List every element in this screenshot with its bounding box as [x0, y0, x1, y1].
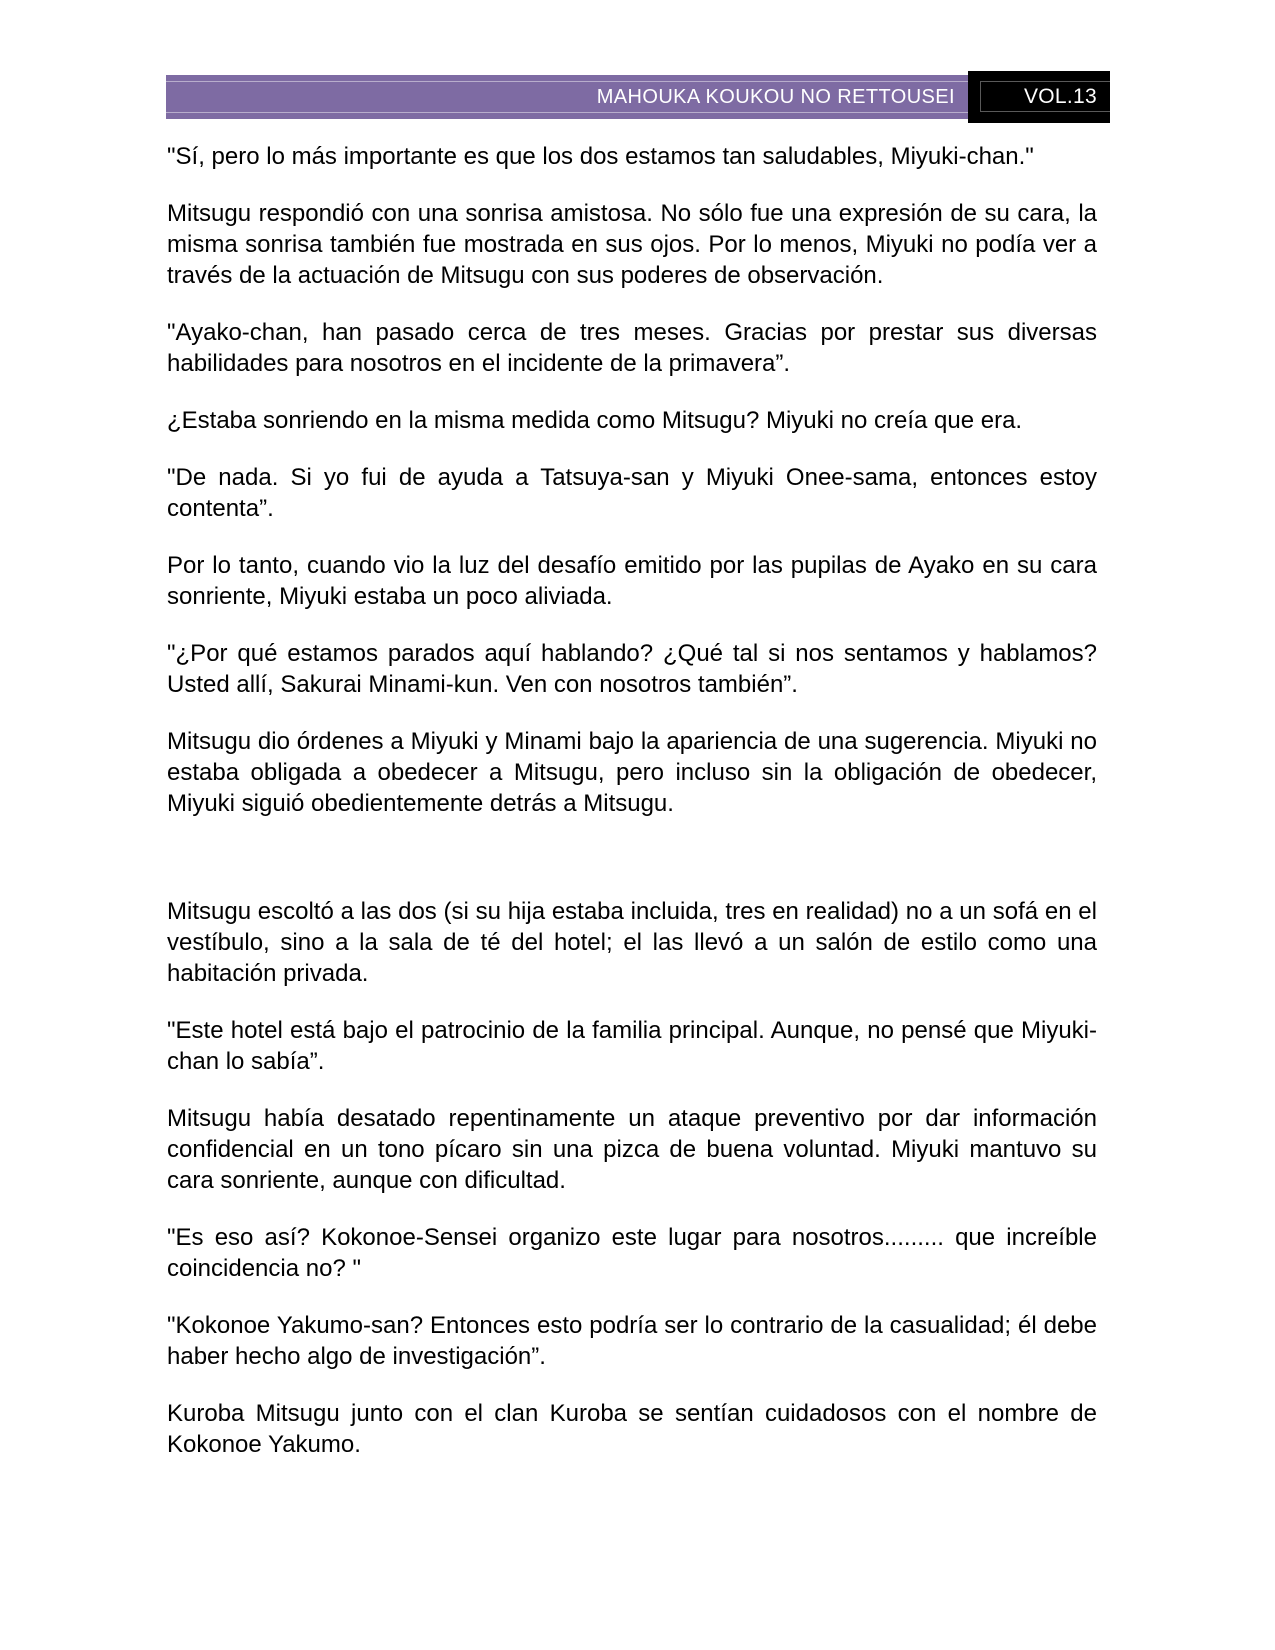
header-title: MAHOUKA KOUKOU NO RETTOUSEI: [596, 85, 955, 108]
scene-break-spacer: [167, 845, 1097, 896]
paragraph-8: Mitsugu dio órdenes a Miyuki y Minami bajo la apariencia de una sugerencia. Miyuki no estaba obligada a obedecer a Mitsugu, pero incluso sin la obligación de obedecer, Miyuki siguió obedientemente detrás a Mitsugu.: [167, 728, 1097, 817]
paragraph-10: "Este hotel está bajo el patrocinio de la familia principal. Aunque, no pensé que Miyuki-chan lo sabía”.: [167, 1017, 1097, 1075]
page-header: [166, 71, 1110, 123]
paragraph-9: Mitsugu escoltó a las dos (si su hija estaba incluida, tres en realidad) no a un sofá en el vestíbulo, sino a la sala de té del hotel; el las llevó a un salón de estilo como una habitación privada.: [167, 898, 1097, 987]
header-title-bar: [166, 75, 968, 119]
paragraph-3: "Ayako-chan, han pasado cerca de tres meses. Gracias por prestar sus diversas habilidades para nosotros en el incidente de la primavera”.: [167, 319, 1097, 377]
paragraph-12: "Es eso así? Kokonoe-Sensei organizo este lugar para nosotros......... que increíble coincidencia no? ": [167, 1224, 1097, 1282]
paragraph-13: "Kokonoe Yakumo-san? Entonces esto podría ser lo contrario de la casualidad; él debe haber hecho algo de investigación”.: [167, 1312, 1097, 1370]
paragraph-1: "Sí, pero lo más importante es que los dos estamos tan saludables, Miyuki-chan.": [167, 143, 1034, 170]
volume-label: VOL.13: [1023, 85, 1097, 108]
paragraph-7: "¿Por qué estamos parados aquí hablando? ¿Qué tal si nos sentamos y hablamos? Usted allí, Sakurai Minami-kun. Ven con nosotros también”.: [167, 640, 1097, 698]
page-body: [167, 141, 1097, 1486]
paragraph-14: Kuroba Mitsugu junto con el clan Kuroba se sentían cuidadosos con el nombre de Kokonoe Yakumo.: [167, 1400, 1097, 1458]
paragraph-11: Mitsugu había desatado repentinamente un ataque preventivo por dar información confidencial en un tono pícaro sin una pizca de buena voluntad. Miyuki mantuvo su cara sonriente, aunque con dificultad.: [167, 1105, 1097, 1194]
volume-box: [968, 71, 1110, 123]
paragraph-5: "De nada. Si yo fui de ayuda a Tatsuya-san y Miyuki Onee-sama, entonces estoy contenta”.: [167, 464, 1097, 522]
paragraph-6: Por lo tanto, cuando vio la luz del desafío emitido por las pupilas de Ayako en su cara sonriente, Miyuki estaba un poco aliviada.: [167, 552, 1097, 610]
paragraph-4: ¿Estaba sonriendo en la misma medida como Mitsugu? Miyuki no creía que era.: [167, 407, 1023, 434]
paragraph-2: Mitsugu respondió con una sonrisa amistosa. No sólo fue una expresión de su cara, la misma sonrisa también fue mostrada en sus ojos. Por lo menos, Miyuki no podía ver a través de la actuación de Mitsugu con sus poderes de observación.: [167, 200, 1097, 289]
